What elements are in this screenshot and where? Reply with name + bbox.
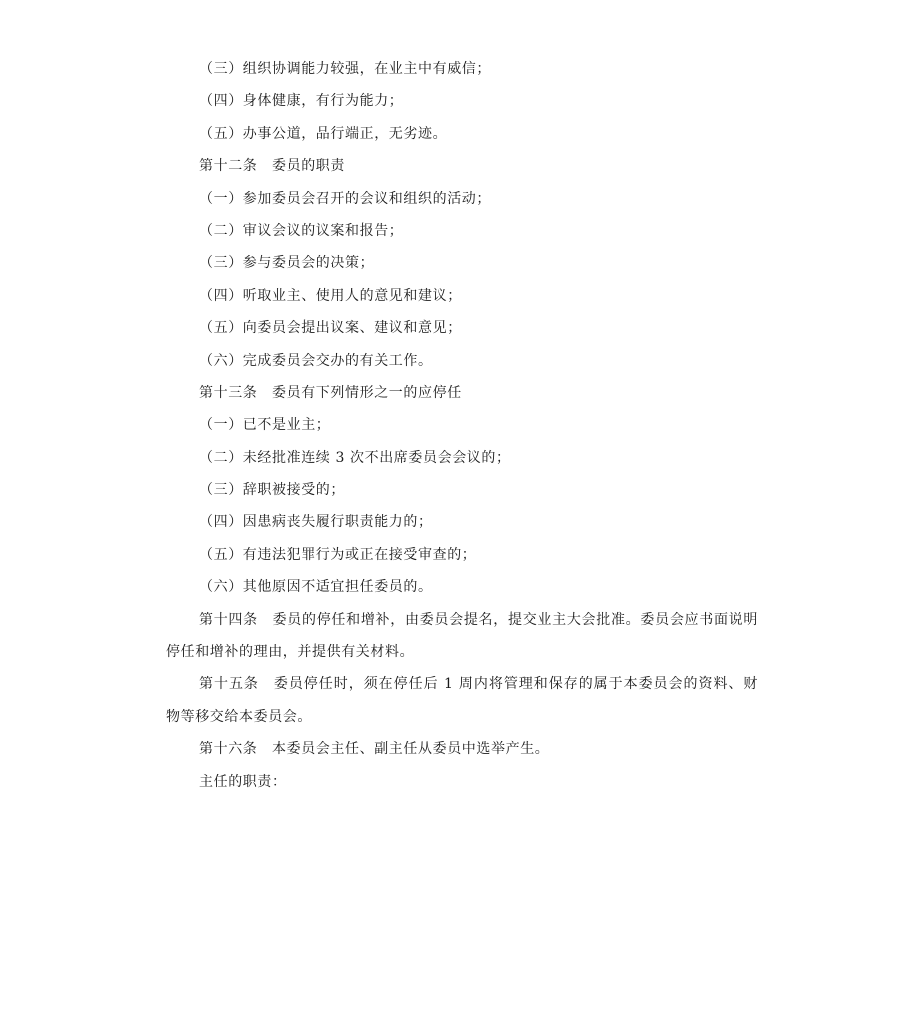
clause-item: （三）辞职被接受的；	[199, 482, 345, 499]
clause-item: （二）未经批准连续 3 次不出席委员会会议的；	[199, 449, 511, 466]
document-body	[166, 53, 758, 798]
article-paragraph: 第十五条 委员停任时，须在停任后 1 周内将管理和保存的属于本委员会的资料、财物等移交给本委员会。	[166, 676, 758, 725]
clause-item: （三）组织协调能力较强，在业主中有威信；	[199, 61, 491, 77]
clause-item: （四）因患病丧失履行职责能力的；	[199, 514, 433, 531]
clause-item: （三）参与委员会的决策；	[199, 255, 375, 272]
section-label: 主任的职责：	[199, 773, 287, 790]
article-paragraph: 第十四条 委员的停任和增补，由委员会提名，提交业主大会批准。委员会应书面说明停任和增补的理由，并提供有关材料。	[166, 611, 758, 661]
clause-item: （六）完成委员会交办的有关工作。	[199, 352, 433, 369]
article-paragraph: 第十六条 本委员会主任、副主任从委员中选举产生。	[199, 741, 550, 758]
clause-item: （一）已不是业主；	[199, 417, 331, 434]
clause-item: （五）向委员会提出议案、建议和意见；	[199, 320, 462, 337]
clause-item: （一）参加委员会召开的会议和组织的活动；	[199, 190, 491, 207]
article-heading: 第十三条 委员有下列情形之一的应停任	[199, 384, 462, 401]
clause-item: （四）身体健康，有行为能力；	[199, 93, 404, 110]
clause-item: （六）其他原因不适宜担任委员的。	[199, 579, 433, 596]
clause-item: （二）审议会议的议案和报告；	[199, 222, 404, 239]
clause-item: （五）办事公道，品行端正，无劣迹。	[199, 125, 448, 142]
article-heading: 第十二条 委员的职责	[199, 158, 345, 175]
clause-item: （五）有违法犯罪行为或正在接受审查的；	[199, 546, 477, 563]
clause-item: （四）听取业主、使用人的意见和建议；	[199, 287, 462, 304]
